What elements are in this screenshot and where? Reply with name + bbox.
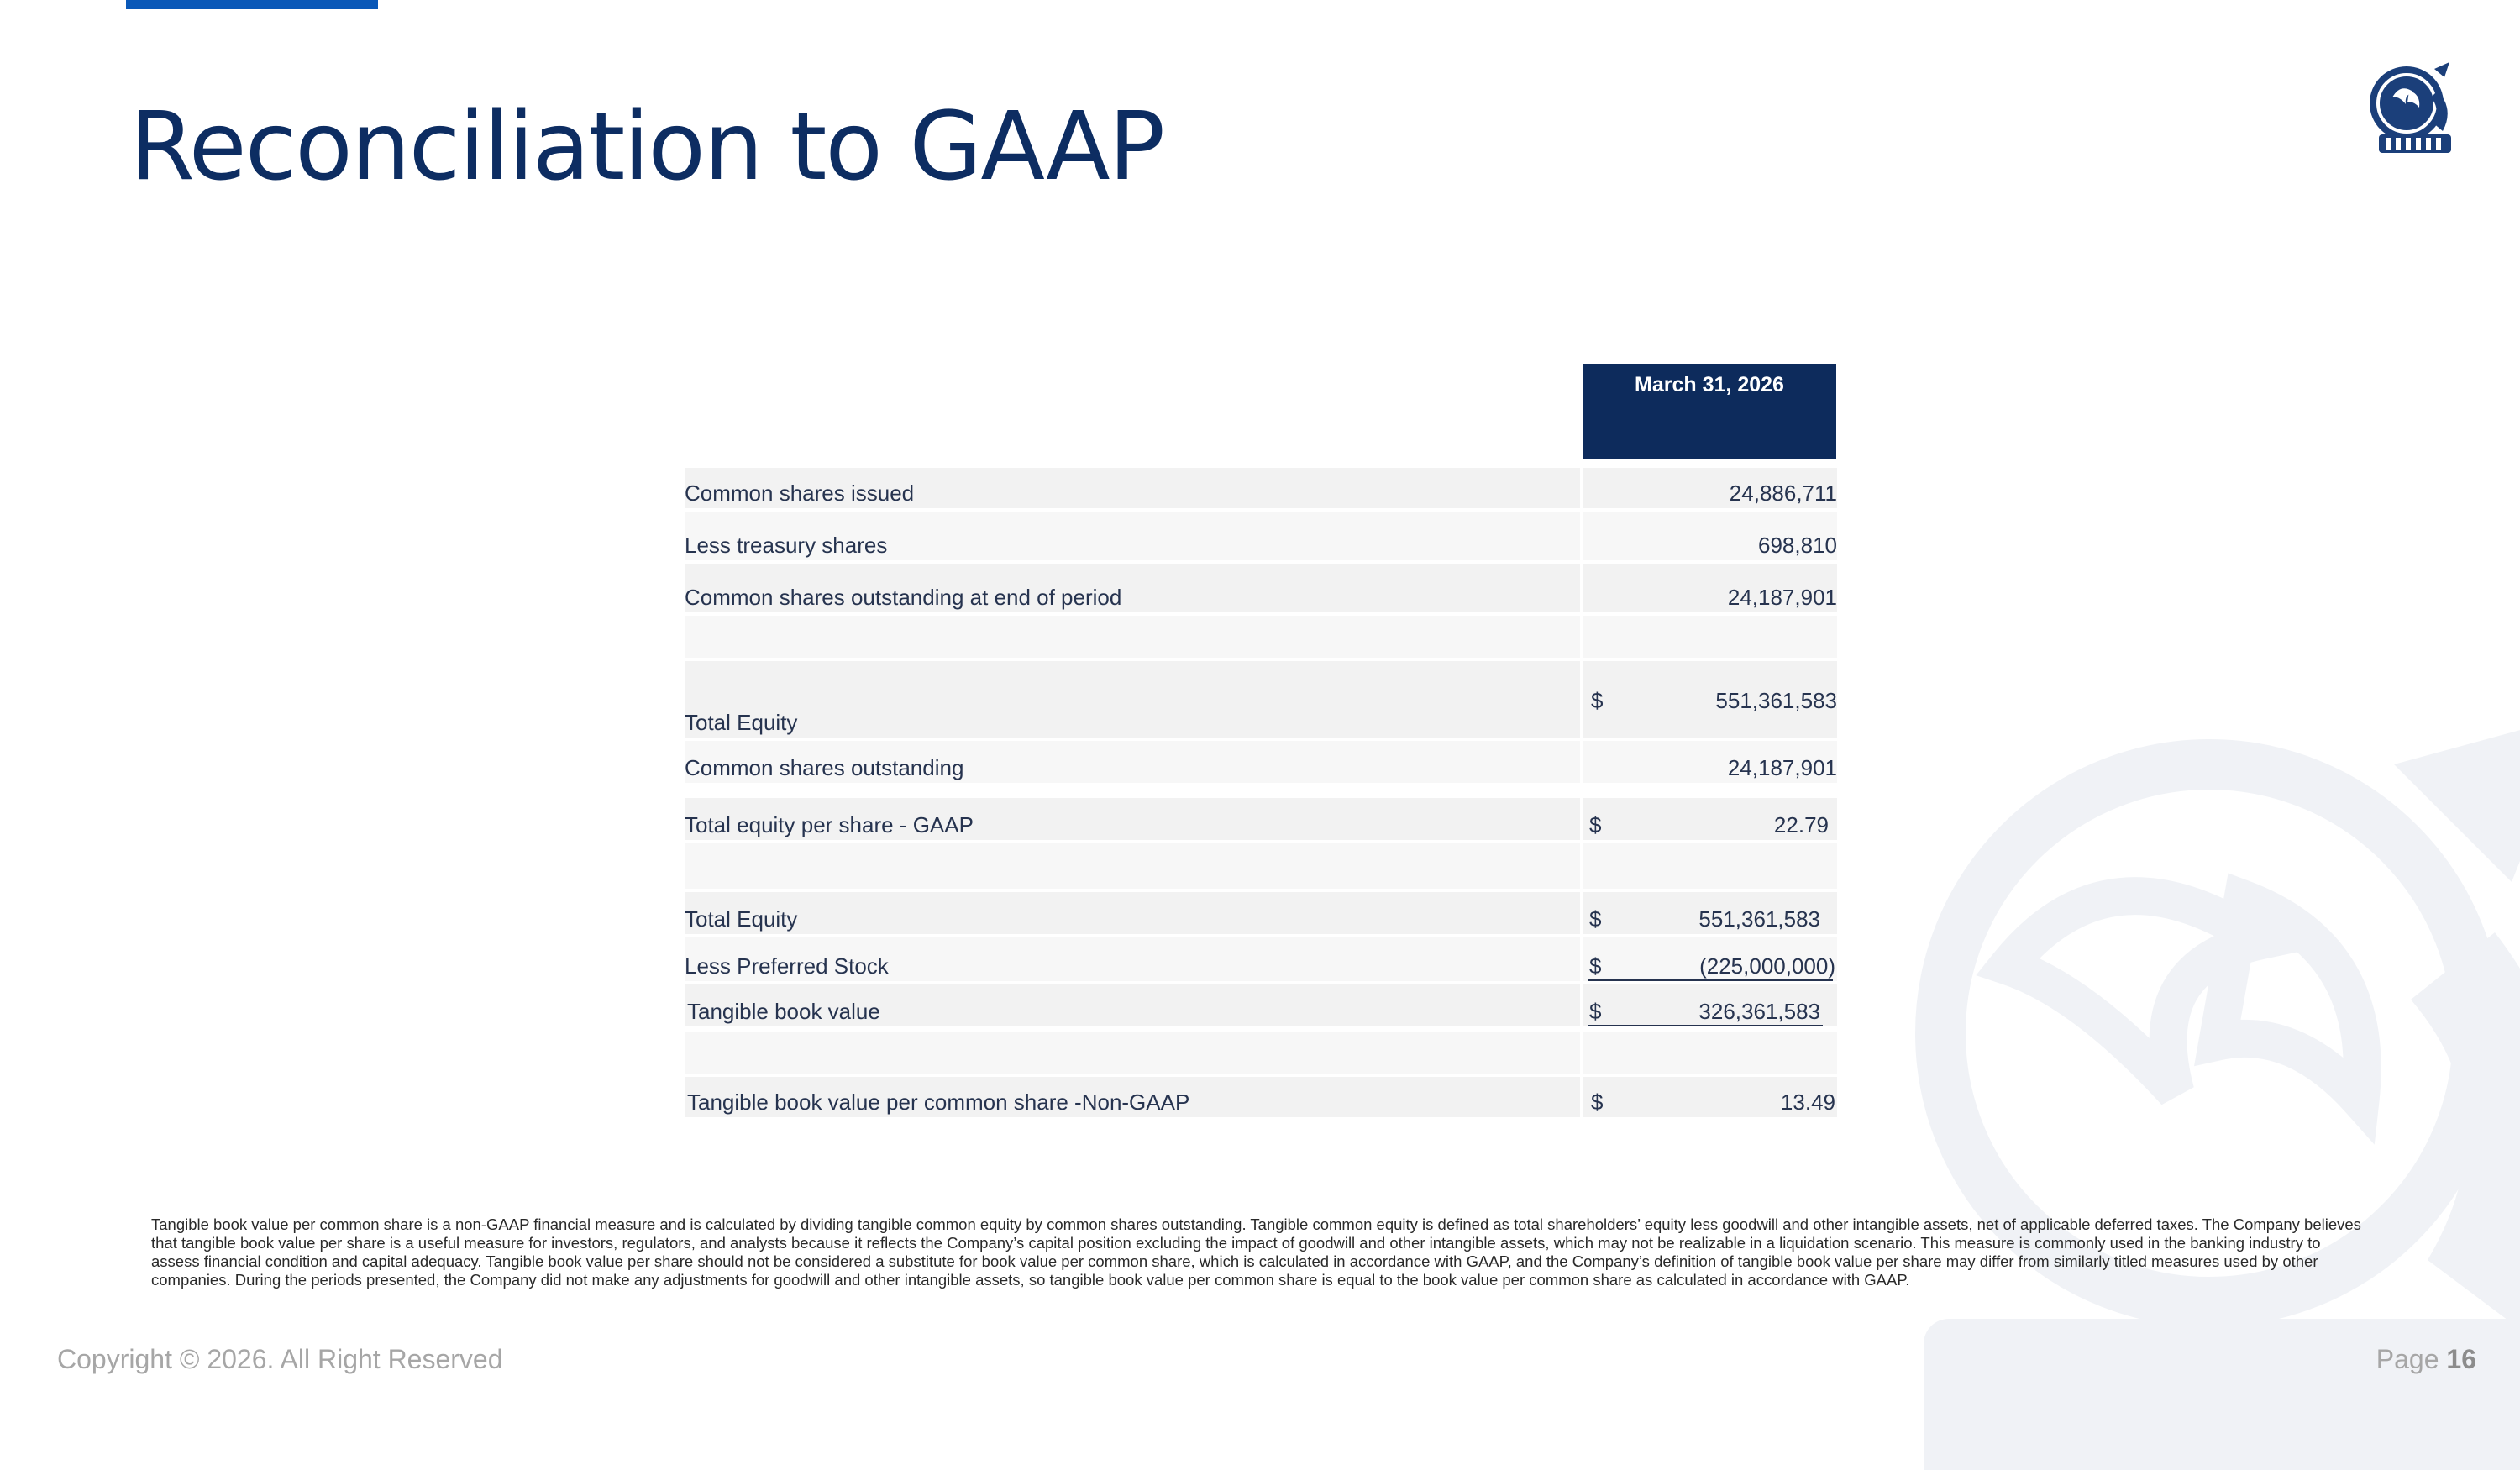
row-label: Total Equity bbox=[685, 906, 798, 932]
row-label-cell bbox=[685, 984, 1580, 1026]
currency-symbol: $ bbox=[1589, 906, 1602, 932]
row-value: 24,187,901 bbox=[1727, 755, 1837, 780]
value-underline bbox=[1588, 979, 1833, 981]
table-row bbox=[685, 512, 1837, 560]
row-label: Total Equity bbox=[685, 710, 798, 735]
currency-symbol: $ bbox=[1589, 953, 1602, 979]
row-value-cell bbox=[1583, 616, 1837, 658]
currency-symbol: $ bbox=[1589, 812, 1602, 837]
row-value-cell bbox=[1583, 661, 1837, 738]
footnote: Tangible book value per common share is a non-GAAP financial measure and is calculated by dividing tangible common equity by common shares outstanding. Tangible common equity is defined as total shareholders’ equity less goodwill and other intangible assets, net of applicable deferred taxes. The Company believes that tangible book value per share is a useful measure for investors, regulators, and analysts because it reflects the Company’s capital position excluding the impact of goodwill and other intangible assets, which may not be realizable in a liquidation scenario. This measure is commonly used in the banking industry to assess financial condition and capital adequacy. Tangible book value per share should not be considered a substitute for book value per common share, which is calculated in accordance with GAAP, and the Company’s definition of tangible book value per share may differ from similarly titled measures used by other companies. During the periods presented, the Company did not make any adjustments for goodwill and other intangible assets, so tangible book value per common share is equal to the book value per common share as calculated in accordance with GAAP. bbox=[151, 1215, 2361, 1289]
table-row bbox=[685, 741, 1837, 783]
table-row bbox=[685, 661, 1837, 738]
column-header: March 31, 2026 bbox=[1583, 364, 1836, 459]
table-row bbox=[685, 937, 1837, 981]
row-value-cell bbox=[1583, 892, 1837, 934]
currency-symbol: $ bbox=[1591, 688, 1604, 713]
currency-symbol: $ bbox=[1589, 999, 1602, 1024]
row-label-cell bbox=[685, 564, 1580, 612]
row-value-cell bbox=[1583, 512, 1837, 560]
row-value-cell bbox=[1583, 741, 1837, 783]
row-label-cell bbox=[685, 798, 1580, 840]
row-value-cell bbox=[1583, 468, 1837, 508]
copyright-text: Copyright © 2026. All Right Reserved bbox=[57, 1344, 503, 1374]
row-label-cell bbox=[685, 616, 1580, 658]
row-value: 551,361,583 bbox=[1698, 906, 1820, 932]
table-row bbox=[685, 616, 1837, 658]
table-row bbox=[685, 1077, 1837, 1117]
table-row bbox=[685, 798, 1837, 840]
row-value: 24,886,711 bbox=[1729, 480, 1837, 506]
row-label-cell bbox=[685, 1032, 1580, 1074]
value-underline bbox=[1588, 1025, 1823, 1026]
table-row bbox=[685, 468, 1837, 508]
row-value: 13.49 bbox=[1780, 1089, 1835, 1115]
row-label: Common shares issued bbox=[685, 480, 915, 506]
row-label-cell bbox=[685, 661, 1580, 738]
row-value-cell bbox=[1583, 843, 1837, 889]
row-label: Common shares outstanding bbox=[685, 755, 964, 780]
row-value-cell bbox=[1583, 937, 1837, 981]
row-value-cell bbox=[1583, 564, 1837, 612]
row-value: 326,361,583 bbox=[1698, 999, 1820, 1024]
page-label: Page bbox=[2376, 1344, 2439, 1374]
row-label-cell bbox=[685, 741, 1580, 783]
page-indicator bbox=[2376, 1344, 2476, 1375]
row-label: Common shares outstanding at end of period bbox=[685, 585, 1122, 610]
row-label: Less Preferred Stock bbox=[685, 953, 889, 979]
row-label-cell bbox=[685, 1077, 1580, 1117]
row-value: (225,000,000) bbox=[1699, 953, 1835, 979]
row-value: 698,810 bbox=[1758, 533, 1837, 558]
row-label: Tangible book value per common share -Non-GAAP bbox=[687, 1089, 1190, 1115]
table-row bbox=[685, 892, 1837, 934]
row-value: 24,187,901 bbox=[1727, 585, 1837, 610]
table-row bbox=[685, 564, 1837, 612]
row-label: Less treasury shares bbox=[685, 533, 888, 558]
row-label-cell bbox=[685, 892, 1580, 934]
page-title: Reconciliation to GAAP bbox=[129, 92, 1164, 202]
row-value: 551,361,583 bbox=[1715, 688, 1837, 713]
table-row bbox=[685, 1032, 1837, 1074]
row-value-cell bbox=[1583, 984, 1837, 1026]
row-label-cell bbox=[685, 843, 1580, 889]
row-value-cell bbox=[1583, 798, 1837, 840]
row-value-cell bbox=[1583, 1077, 1837, 1117]
table-row bbox=[685, 843, 1837, 889]
row-label: Total equity per share - GAAP bbox=[685, 812, 974, 837]
page-number: 16 bbox=[2446, 1344, 2476, 1374]
row-value-cell bbox=[1583, 1032, 1837, 1074]
row-label: Tangible book value bbox=[687, 999, 880, 1024]
row-label-cell bbox=[685, 468, 1580, 508]
currency-symbol: $ bbox=[1591, 1089, 1604, 1115]
row-label-cell bbox=[685, 937, 1580, 981]
row-value: 22.79 bbox=[1773, 812, 1829, 837]
row-label-cell bbox=[685, 512, 1580, 560]
table-row bbox=[685, 984, 1837, 1026]
